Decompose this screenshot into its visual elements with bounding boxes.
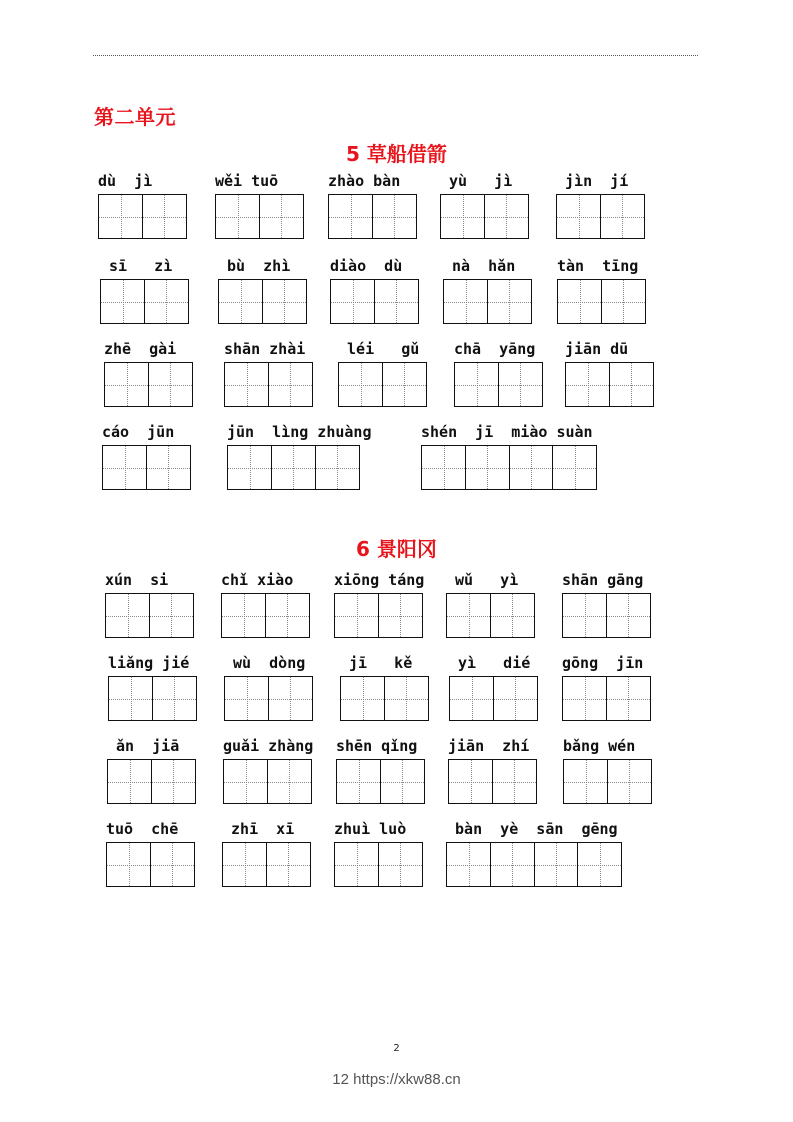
character-writing-cell[interactable] (562, 676, 607, 721)
tianzige-grid (338, 362, 427, 407)
tianzige-grid (328, 194, 417, 239)
tianzige-grid (454, 362, 543, 407)
character-writing-cell[interactable] (150, 842, 195, 887)
character-writing-cell[interactable] (148, 362, 193, 407)
character-writing-cell[interactable] (372, 194, 417, 239)
unit-title: 第二单元 (94, 105, 176, 129)
character-writing-cell[interactable] (224, 676, 269, 721)
character-writing-cell[interactable] (562, 593, 607, 638)
tianzige-grid (556, 194, 645, 239)
pinyin-label: jiān zhí (448, 737, 530, 755)
character-writing-cell[interactable] (105, 593, 150, 638)
tianzige-grid (221, 593, 310, 638)
tianzige-grid (224, 362, 313, 407)
tianzige-grid (336, 759, 425, 804)
character-writing-cell[interactable] (262, 279, 307, 324)
character-writing-cell[interactable] (267, 759, 312, 804)
tianzige-grid (222, 842, 311, 887)
tianzige-grid (446, 842, 622, 887)
tianzige-grid (107, 759, 196, 804)
pinyin-label: bàn yè sān gēng (446, 820, 618, 838)
pinyin-label: jìn jí (556, 172, 629, 190)
character-writing-cell[interactable] (218, 279, 263, 324)
pinyin-label: zhào bàn (328, 172, 401, 190)
character-writing-cell[interactable] (378, 593, 423, 638)
tianzige-grid (562, 593, 651, 638)
pinyin-label: yù jì (440, 172, 513, 190)
character-writing-cell[interactable] (446, 593, 491, 638)
tianzige-grid (104, 362, 193, 407)
tianzige-grid (98, 194, 187, 239)
tianzige-grid (102, 445, 191, 490)
tianzige-grid (440, 194, 529, 239)
tianzige-grid (340, 676, 429, 721)
character-writing-cell[interactable] (106, 842, 151, 887)
pinyin-label: xún si (105, 571, 169, 589)
character-writing-cell[interactable] (265, 593, 310, 638)
pinyin-label: shān zhài (224, 340, 306, 358)
tianzige-grid (223, 759, 312, 804)
pinyin-label: shān gāng (562, 571, 644, 589)
character-writing-cell[interactable] (465, 445, 510, 490)
pinyin-label: yì dié (449, 654, 531, 672)
pinyin-label: dù jì (98, 172, 153, 190)
character-writing-cell[interactable] (384, 676, 429, 721)
character-writing-cell[interactable] (380, 759, 425, 804)
character-writing-cell[interactable] (151, 759, 196, 804)
character-writing-cell[interactable] (328, 194, 373, 239)
character-writing-cell[interactable] (382, 362, 427, 407)
character-writing-cell[interactable] (440, 194, 485, 239)
pinyin-label: wǔ yì (446, 571, 519, 589)
pinyin-label: shēn qǐng (336, 737, 418, 755)
tianzige-grid (215, 194, 304, 239)
pinyin-label: shén jī miào suàn (421, 423, 593, 441)
character-writing-cell[interactable] (421, 445, 466, 490)
tianzige-grid (334, 593, 423, 638)
character-writing-cell[interactable] (268, 362, 313, 407)
character-writing-cell[interactable] (378, 842, 423, 887)
pinyin-label: zhī xī (222, 820, 295, 838)
character-writing-cell[interactable] (487, 279, 532, 324)
tianzige-grid (334, 842, 423, 887)
pinyin-label: tàn tīng (557, 257, 639, 275)
lesson-title: 5 草船借箭 (346, 142, 447, 166)
character-writing-cell[interactable] (98, 194, 143, 239)
character-writing-cell[interactable] (149, 593, 194, 638)
pinyin-label: bù zhì (218, 257, 291, 275)
character-writing-cell[interactable] (606, 676, 651, 721)
character-writing-cell[interactable] (490, 593, 535, 638)
character-writing-cell[interactable] (334, 842, 379, 887)
pinyin-label: sī zì (100, 257, 173, 275)
pinyin-label: jūn lìng zhuàng (227, 423, 372, 441)
tianzige-grid (106, 842, 195, 887)
tianzige-grid (443, 279, 532, 324)
pinyin-label: chǐ xiào (221, 571, 294, 589)
pinyin-label: jī kě (340, 654, 413, 672)
character-writing-cell[interactable] (315, 445, 360, 490)
top-dotted-rule (93, 55, 698, 56)
tianzige-grid (563, 759, 652, 804)
pinyin-label: wù dòng (224, 654, 306, 672)
character-writing-cell[interactable] (104, 362, 149, 407)
character-writing-cell[interactable] (221, 593, 266, 638)
character-writing-cell[interactable] (557, 279, 602, 324)
tianzige-grid (100, 279, 189, 324)
character-writing-cell[interactable] (443, 279, 488, 324)
character-writing-cell[interactable] (534, 842, 579, 887)
character-writing-cell[interactable] (336, 759, 381, 804)
tianzige-grid (105, 593, 194, 638)
character-writing-cell[interactable] (565, 362, 610, 407)
character-writing-cell[interactable] (338, 362, 383, 407)
character-writing-cell[interactable] (144, 279, 189, 324)
character-writing-cell[interactable] (607, 759, 652, 804)
pinyin-label: ǎn jiā (107, 737, 180, 755)
character-writing-cell[interactable] (498, 362, 543, 407)
tianzige-grid (557, 279, 646, 324)
character-writing-cell[interactable] (222, 842, 267, 887)
character-writing-cell[interactable] (446, 842, 491, 887)
pinyin-label: jiān dū (565, 340, 629, 358)
character-writing-cell[interactable] (224, 362, 269, 407)
character-writing-cell[interactable] (600, 194, 645, 239)
character-writing-cell[interactable] (454, 362, 499, 407)
pinyin-label: guǎi zhàng (223, 737, 314, 755)
character-writing-cell[interactable] (493, 676, 538, 721)
character-writing-cell[interactable] (146, 445, 191, 490)
pinyin-label: bǎng wén (563, 737, 636, 755)
pinyin-label: tuō chē (106, 820, 179, 838)
pinyin-label: xiōng táng (334, 571, 425, 589)
tianzige-grid (562, 676, 651, 721)
pinyin-label: cáo jūn (102, 423, 175, 441)
character-writing-cell[interactable] (374, 279, 419, 324)
character-writing-cell[interactable] (142, 194, 187, 239)
pinyin-label: gōng jīn (562, 654, 644, 672)
tianzige-grid (108, 676, 197, 721)
character-writing-cell[interactable] (552, 445, 597, 490)
character-writing-cell[interactable] (268, 676, 313, 721)
character-writing-cell[interactable] (609, 362, 654, 407)
character-writing-cell[interactable] (102, 445, 147, 490)
pinyin-label: nà hǎn (443, 257, 516, 275)
tianzige-grid (227, 445, 360, 490)
pinyin-label: diào dù (330, 257, 403, 275)
character-writing-cell[interactable] (556, 194, 601, 239)
character-writing-cell[interactable] (108, 676, 153, 721)
source-footer: 12 https://xkw88.cn (332, 1071, 461, 1088)
character-writing-cell[interactable] (340, 676, 385, 721)
character-writing-cell[interactable] (271, 445, 316, 490)
pinyin-label: wěi tuō (215, 172, 279, 190)
pinyin-label: zhē gài (104, 340, 177, 358)
character-writing-cell[interactable] (601, 279, 646, 324)
character-writing-cell[interactable] (152, 676, 197, 721)
tianzige-grid (421, 445, 597, 490)
tianzige-grid (446, 593, 535, 638)
page-number: 2 (393, 1043, 400, 1054)
tianzige-grid (565, 362, 654, 407)
character-writing-cell[interactable] (334, 593, 379, 638)
tianzige-grid (330, 279, 419, 324)
tianzige-grid (449, 676, 538, 721)
pinyin-label: liǎng jié (108, 654, 190, 672)
pinyin-label: chā yāng (454, 340, 536, 358)
character-writing-cell[interactable] (449, 676, 494, 721)
character-writing-cell[interactable] (490, 842, 535, 887)
character-writing-cell[interactable] (577, 842, 622, 887)
character-writing-cell[interactable] (509, 445, 554, 490)
character-writing-cell[interactable] (330, 279, 375, 324)
character-writing-cell[interactable] (266, 842, 311, 887)
tianzige-grid (448, 759, 537, 804)
character-writing-cell[interactable] (448, 759, 493, 804)
tianzige-grid (218, 279, 307, 324)
tianzige-grid (224, 676, 313, 721)
character-writing-cell[interactable] (100, 279, 145, 324)
character-writing-cell[interactable] (484, 194, 529, 239)
character-writing-cell[interactable] (215, 194, 260, 239)
character-writing-cell[interactable] (492, 759, 537, 804)
character-writing-cell[interactable] (107, 759, 152, 804)
pinyin-label: zhuì luò (334, 820, 407, 838)
character-writing-cell[interactable] (606, 593, 651, 638)
pinyin-label: léi gǔ (338, 340, 420, 358)
character-writing-cell[interactable] (563, 759, 608, 804)
character-writing-cell[interactable] (227, 445, 272, 490)
character-writing-cell[interactable] (259, 194, 304, 239)
lesson-title: 6 景阳冈 (356, 537, 437, 561)
character-writing-cell[interactable] (223, 759, 268, 804)
